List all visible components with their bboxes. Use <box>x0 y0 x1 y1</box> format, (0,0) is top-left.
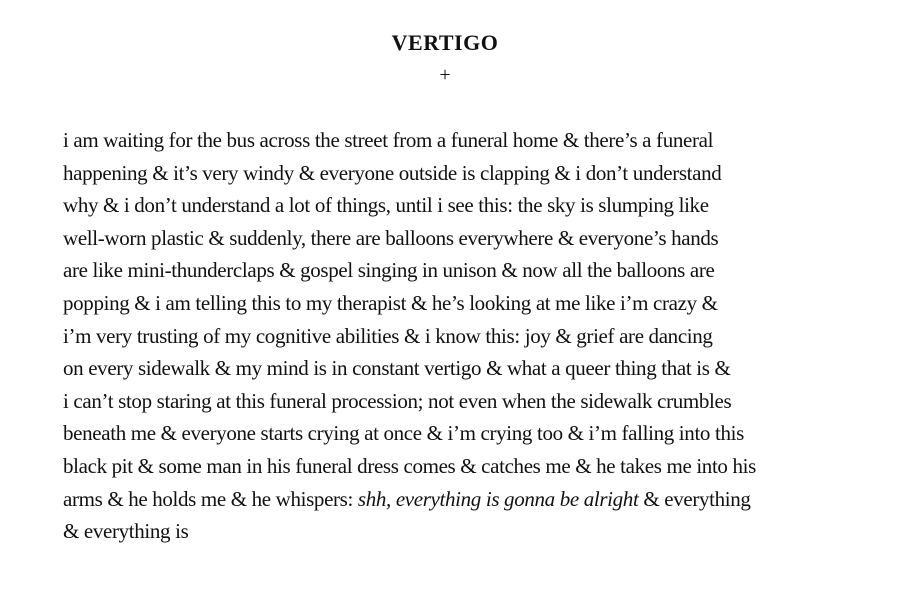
poem-line: happening & it’s very windy & everyone outside is clapping & i don’t understand <box>63 160 722 185</box>
poem-line: black pit & some man in his funeral dress comes & catches me & he takes me into his <box>63 453 756 478</box>
whisper-lead-text: arms & he holds me & he whispers: <box>63 486 358 511</box>
poem-line: i am waiting for the bus across the street from a funeral home & there’s a funeral <box>63 128 714 152</box>
poem-line: why & i don’t understand a lot of things, until i see this: the sky is slumping like <box>63 193 709 218</box>
poem-line: beneath me & everyone starts crying at once & i’m crying too & i’m falling into this <box>63 421 744 446</box>
whisper-quote: shh, everything is gonna be alright <box>357 486 639 511</box>
poem-line: well-worn plastic & suddenly, there are balloons everywhere & everyone’s hands <box>63 225 719 250</box>
poem-line: i can’t stop staring at this funeral procession; not even when the sidewalk crumbles <box>63 388 732 413</box>
whisper-tail-text: & everything <box>638 486 751 511</box>
poem-line: popping & i am telling this to my therapist & he’s looking at me like i’m crazy & <box>63 290 718 315</box>
poem-line-whisper <box>63 483 883 516</box>
poem-line: i’m very trusting of my cognitive abilities & i know this: joy & grief are dancing <box>63 323 713 348</box>
title-ornament: + <box>439 64 451 86</box>
poem-body <box>63 124 883 548</box>
poem-line: on every sidewalk & my mind is in constant vertigo & what a queer thing that is & <box>63 356 731 381</box>
poem-title: VERTIGO <box>391 30 499 55</box>
poem-last-line: & everything is <box>63 519 189 544</box>
poem-line: are like mini-thunderclaps & gospel singing in unison & now all the balloons are <box>63 258 715 283</box>
